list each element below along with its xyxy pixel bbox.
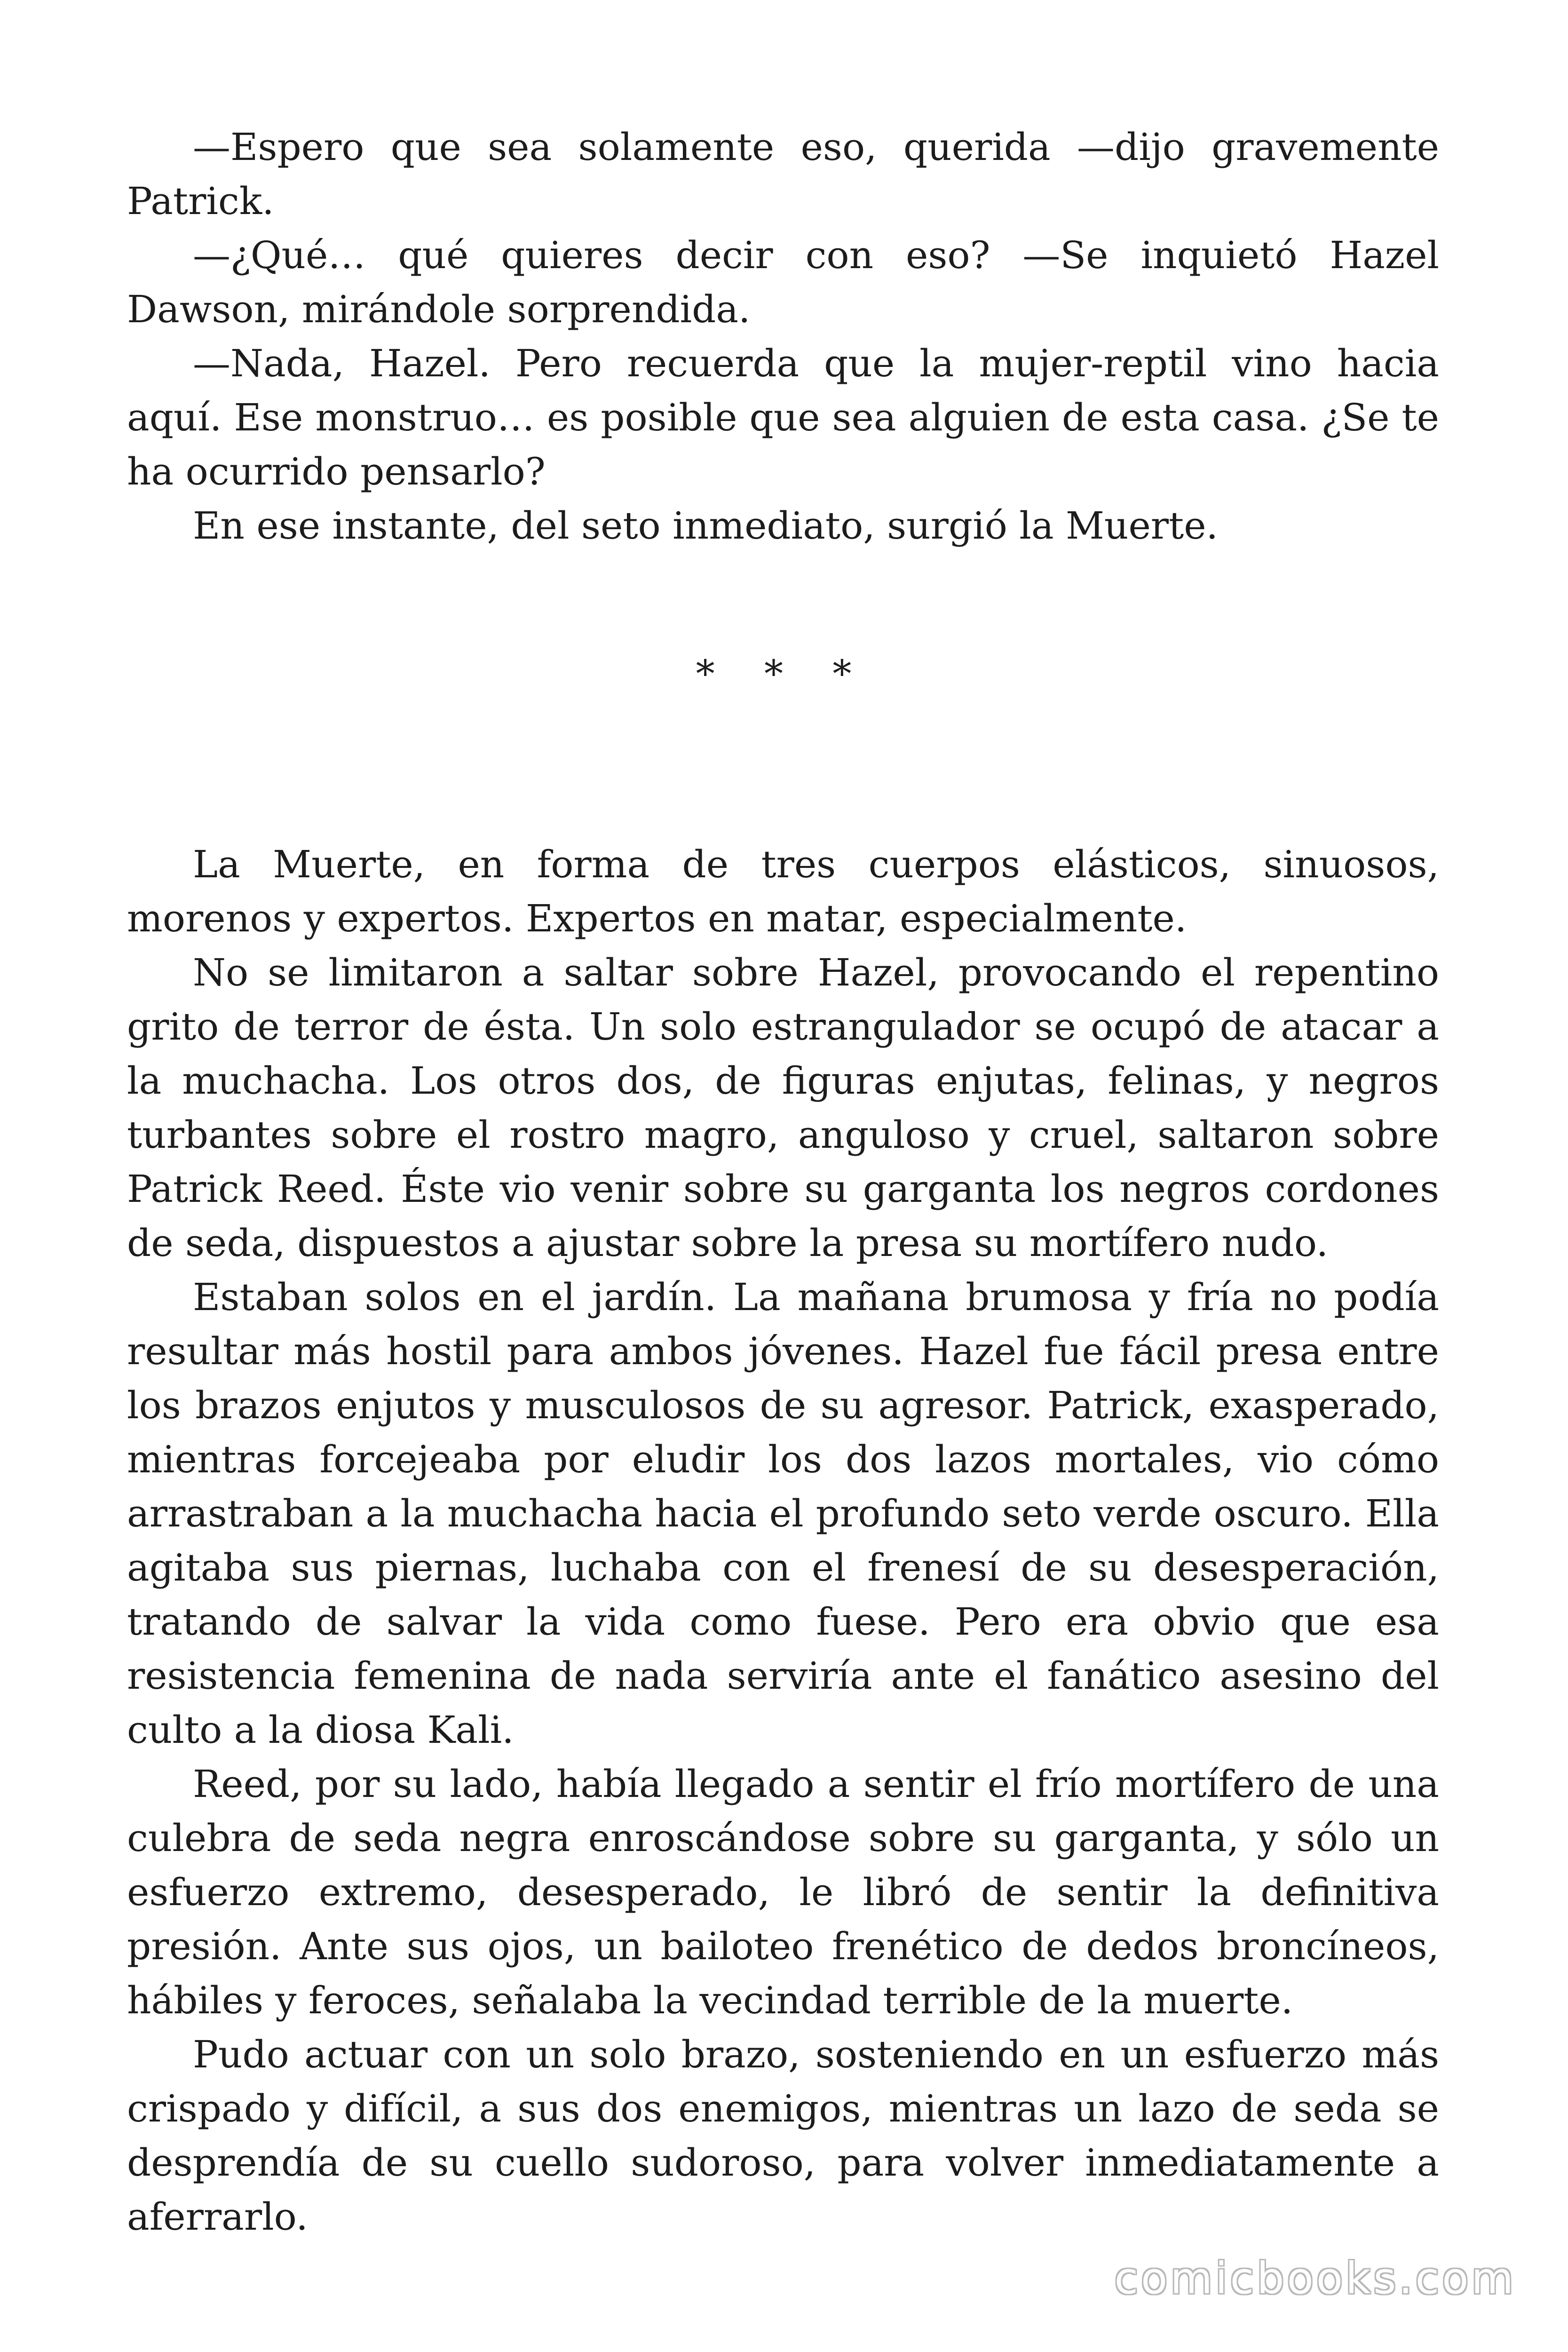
text-section-2 [127, 837, 1439, 2244]
paragraph: —Nada, Hazel. Pero recuerda que la mujer-reptil vino hacia aquí. Ese monstruo… es posible que sea alguien de esta casa. ¿Se te ha ocurrido pensarlo? [127, 342, 1439, 493]
book-page [127, 120, 1439, 2244]
text-section-1 [127, 120, 1439, 553]
paragraph: La Muerte, en forma de tres cuerpos elásticos, sinuosos, morenos y expertos. Expertos en matar, especialmente. [127, 842, 1439, 940]
paragraph: —¿Qué… qué quieres decir con eso? —Se inquietó Hazel Dawson, mirándole sorprendida. [127, 233, 1439, 331]
paragraph: Reed, por su lado, había llegado a sentir el frío mortífero de una culebra de seda negra enroscándose sobre su garganta, y sólo un esfuerzo extremo, desesperado, le libró de sentir la definitiva presión. Ante sus ojos, un bailoteo frenético de dedos broncíneos, hábiles y feroces, señalaba la vecindad terrible de la muerte. [127, 1762, 1439, 2022]
section-separator: * * * [696, 652, 871, 696]
watermark: comicbooks.com [1114, 2253, 1516, 2304]
paragraph: —Espero que sea solamente eso, querida —dijo gravemente Patrick. [127, 125, 1439, 223]
paragraph: No se limitaron a saltar sobre Hazel, provocando el repentino grito de terror de ésta. Un solo estrangulador se ocupó de atacar a la muchacha. Los otros dos, de figuras enjutas, felinas, y negros turbantes sobre el rostro magro, anguloso y cruel, saltaron sobre Patrick Reed. Éste vio venir sobre su garganta los negros cordones de seda, dispuestos a ajustar sobre la presa su mortífero nudo. [127, 951, 1439, 1265]
paragraph: En ese instante, del seto inmediato, surgió la Muerte. [193, 504, 1218, 548]
paragraph: Estaban solos en el jardín. La mañana brumosa y fría no podía resultar más hostil para ambos jóvenes. Hazel fue fácil presa entre los brazos enjutos y musculosos de su agresor. Patrick, exasperado, mientras forcejeaba por eludir los dos lazos mortales, vio cómo arrastraban a la muchacha hacia el profundo seto verde oscuro. Ella agitaba sus piernas, luchaba con el frenesí de su desesperación, tratando de salvar la vida como fuese. Pero era obvio que esa resistencia femenina de nada serviría ante el fanático asesino del culto a la diosa Kali. [127, 1275, 1439, 1752]
paragraph: Pudo actuar con un solo brazo, sosteniendo en un esfuerzo más crispado y difícil, a sus dos enemigos, mientras un lazo de seda se desprendía de su cuello sudoroso, para volver inmediatamente a aferrarlo. [127, 2033, 1439, 2239]
